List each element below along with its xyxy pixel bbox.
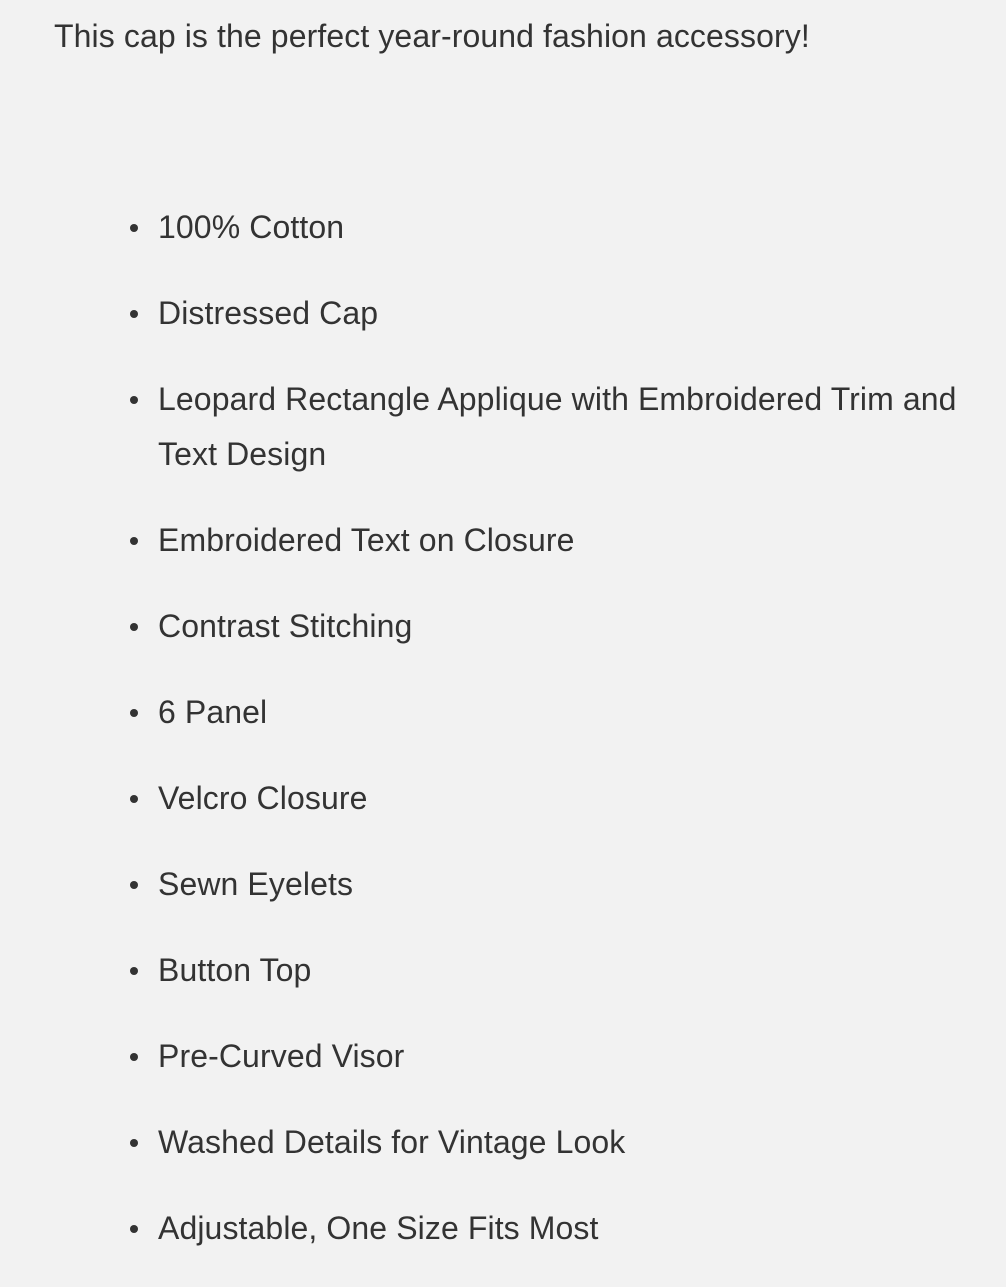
feature-item: [130, 200, 990, 255]
feature-item: [130, 599, 990, 654]
bullet-icon: [130, 1139, 138, 1147]
feature-item: [130, 943, 990, 998]
bullet-icon: [130, 881, 138, 889]
feature-label: Distressed Cap: [158, 295, 379, 331]
bullet-icon: [130, 709, 138, 717]
feature-label: Embroidered Text on Closure: [158, 522, 575, 558]
bullet-icon: [130, 1053, 138, 1061]
bullet-icon: [130, 396, 138, 404]
feature-label: Button Top: [158, 952, 312, 988]
bullet-icon: [130, 537, 138, 545]
bullet-icon: [130, 967, 138, 975]
feature-item: [130, 513, 990, 568]
feature-item: [130, 1029, 990, 1084]
bullet-icon: [130, 623, 138, 631]
bullet-icon: [130, 1225, 138, 1233]
feature-item: [130, 771, 990, 826]
feature-label: Washed Details for Vintage Look: [158, 1124, 626, 1160]
bullet-icon: [130, 795, 138, 803]
feature-label: Adjustable, One Size Fits Most: [158, 1210, 599, 1246]
feature-label: Leopard Rectangle Applique with Embroidered Trim and Text Design: [158, 381, 957, 472]
feature-item: [130, 286, 990, 341]
feature-label: Pre-Curved Visor: [158, 1038, 405, 1074]
feature-item: [130, 1115, 990, 1170]
intro-text: This cap is the perfect year-round fashion accessory!: [54, 18, 810, 54]
feature-item: [130, 372, 990, 482]
feature-label: 100% Cotton: [158, 209, 345, 245]
feature-item: [130, 685, 990, 740]
feature-item: [130, 1201, 990, 1256]
feature-label: Sewn Eyelets: [158, 866, 354, 902]
feature-label: Contrast Stitching: [158, 608, 413, 644]
feature-item: [130, 857, 990, 912]
bullet-icon: [130, 310, 138, 318]
feature-list: [130, 200, 990, 1287]
feature-label: Velcro Closure: [158, 780, 368, 816]
bullet-icon: [130, 224, 138, 232]
feature-label: 6 Panel: [158, 694, 268, 730]
